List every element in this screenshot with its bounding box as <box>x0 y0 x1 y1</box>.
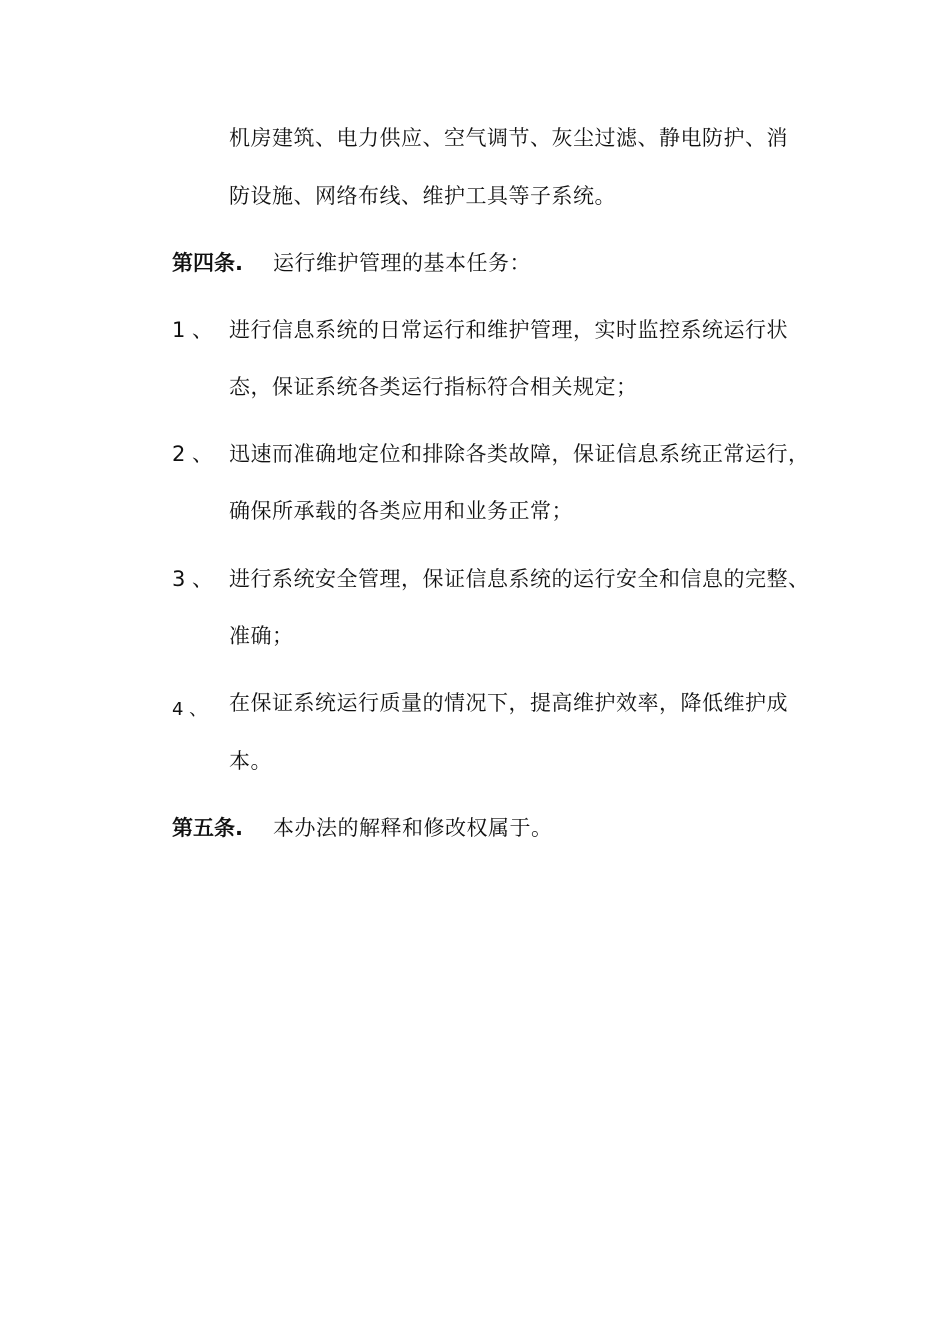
article-5-text: 本办法的解释和修改权属于。 <box>273 816 553 840</box>
article-5-heading: 第五条. <box>172 816 243 840</box>
continuation-line-1: 机房建筑、电力供应、空气调节、灰尘过滤、静电防护、消 <box>229 126 788 150</box>
list-item-3-line-2: 准确； <box>229 624 294 648</box>
list-item-1-number: 1 、 <box>172 318 214 342</box>
list-item-4-line-2: 本。 <box>229 749 272 773</box>
list-item-1-line-1: 进行信息系统的日常运行和维护管理，实时监控系统运行状 <box>229 318 788 342</box>
list-item-4-line-1: 在保证系统运行质量的情况下，提高维护效率，降低维护成 <box>229 691 788 715</box>
list-item-2-number: 2 、 <box>172 442 214 466</box>
list-item-2-line-2: 确保所承载的各类应用和业务正常； <box>229 499 573 523</box>
article-4-heading: 第四条. <box>172 251 243 275</box>
list-item-1-line-2: 态，保证系统各类运行指标符合相关规定； <box>229 375 638 399</box>
list-item-3-number: 3 、 <box>172 567 214 591</box>
list-item-4-number: 4 、 <box>172 699 208 720</box>
list-item-2-line-1: 迅速而准确地定位和排除各类故障，保证信息系统正常运行， <box>229 442 810 466</box>
article-4-text: 运行维护管理的基本任务： <box>273 251 531 275</box>
list-item-3-line-1: 进行系统安全管理，保证信息系统的运行安全和信息的完整、 <box>229 567 810 591</box>
continuation-line-2: 防设施、网络布线、维护工具等子系统。 <box>229 184 616 208</box>
